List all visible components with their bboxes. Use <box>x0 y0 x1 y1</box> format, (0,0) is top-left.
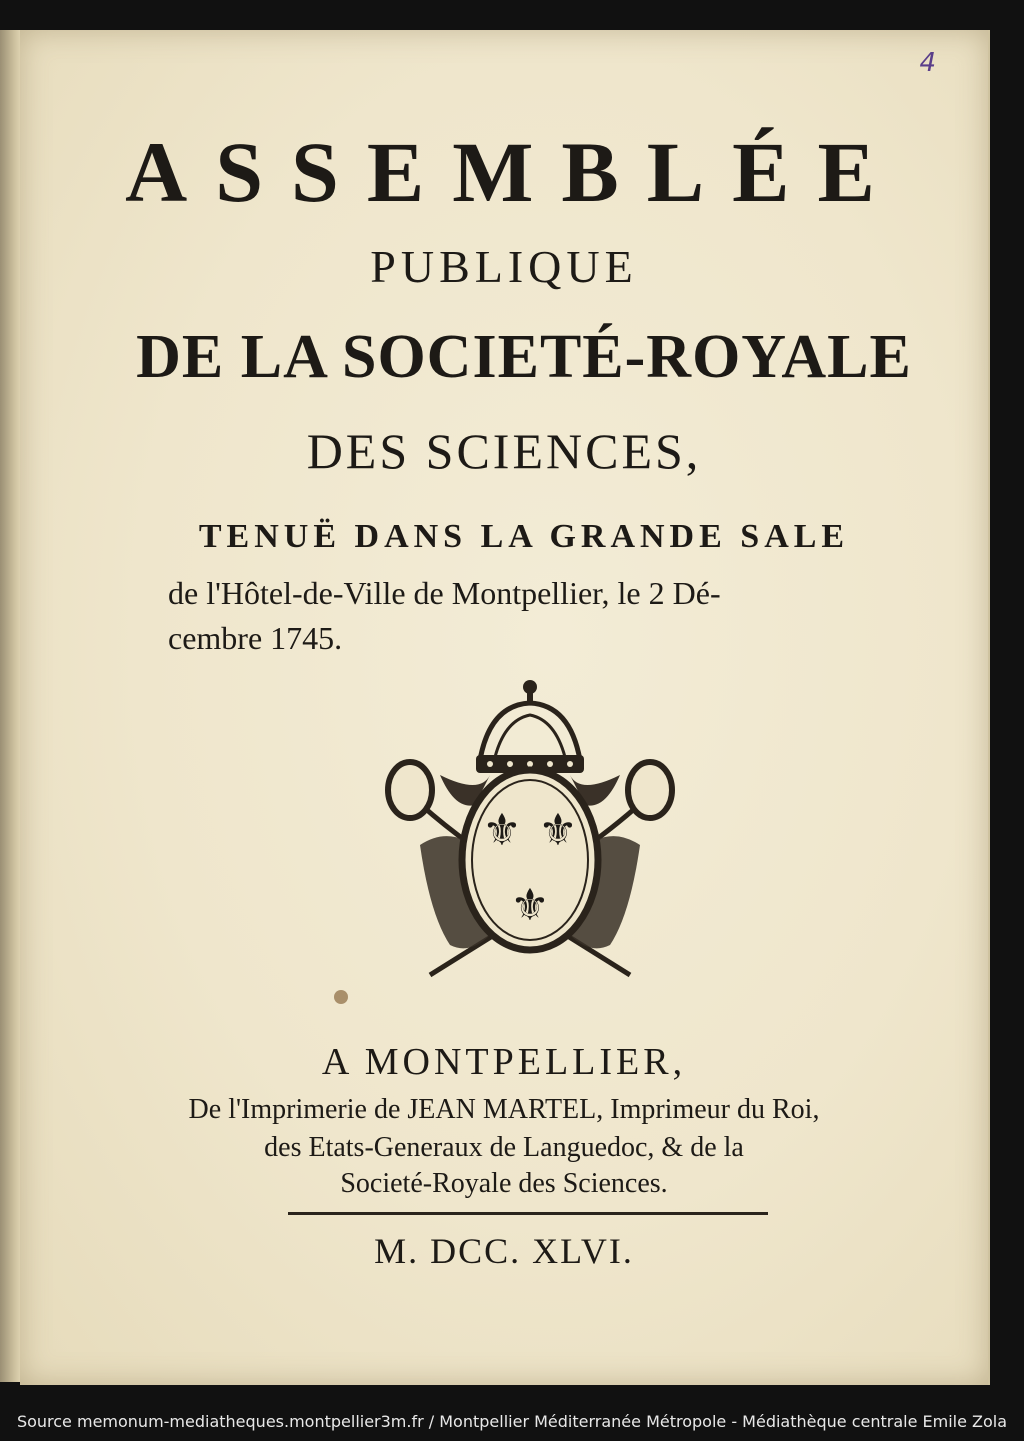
imprint-city: A MONTPELLIER, <box>321 1041 687 1083</box>
royal-crest-icon <box>380 675 680 995</box>
title-des-sciences: DES SCIENCES, <box>306 423 702 479</box>
imprint-etats: des Etats-Generaux de Languedoc, & de la <box>264 1132 744 1163</box>
title-societe-royale: DE LA SOCIETÉ-ROYALE <box>136 323 912 391</box>
title-assemblee: ASSEMBLÉE <box>125 124 903 220</box>
source-credit: Source memonum-mediatheques.montpellier3m.fr / Montpellier Méditerranée Métropole - Médiathèque centrale Emile Zola <box>16 1412 1008 1431</box>
divider-rule <box>288 1212 768 1215</box>
previous-page-edge <box>0 30 22 1382</box>
svg-text:⚜: ⚜ <box>538 805 578 856</box>
subtitle-hotel-de-ville: de l'Hôtel-de-Ville de Montpellier, le 2 Dé- <box>168 575 721 611</box>
title-publique: PUBLIQUE <box>370 241 638 292</box>
svg-text:⚜: ⚜ <box>510 880 550 931</box>
svg-text:⚜: ⚜ <box>482 805 522 856</box>
imprint-societe: Societé-Royale des Sciences. <box>340 1168 668 1199</box>
paper-stain <box>334 990 348 1004</box>
title-page <box>20 30 990 1385</box>
folio-number: 4 <box>919 48 936 78</box>
subtitle-tenue: TENUË DANS LA GRANDE SALE <box>198 518 850 555</box>
publication-date: M. DCC. XLVI. <box>374 1231 634 1271</box>
imprint-printer: De l'Imprimerie de JEAN MARTEL, Imprimeur du Roi, <box>188 1094 820 1125</box>
subtitle-date: cembre 1745. <box>168 620 343 656</box>
